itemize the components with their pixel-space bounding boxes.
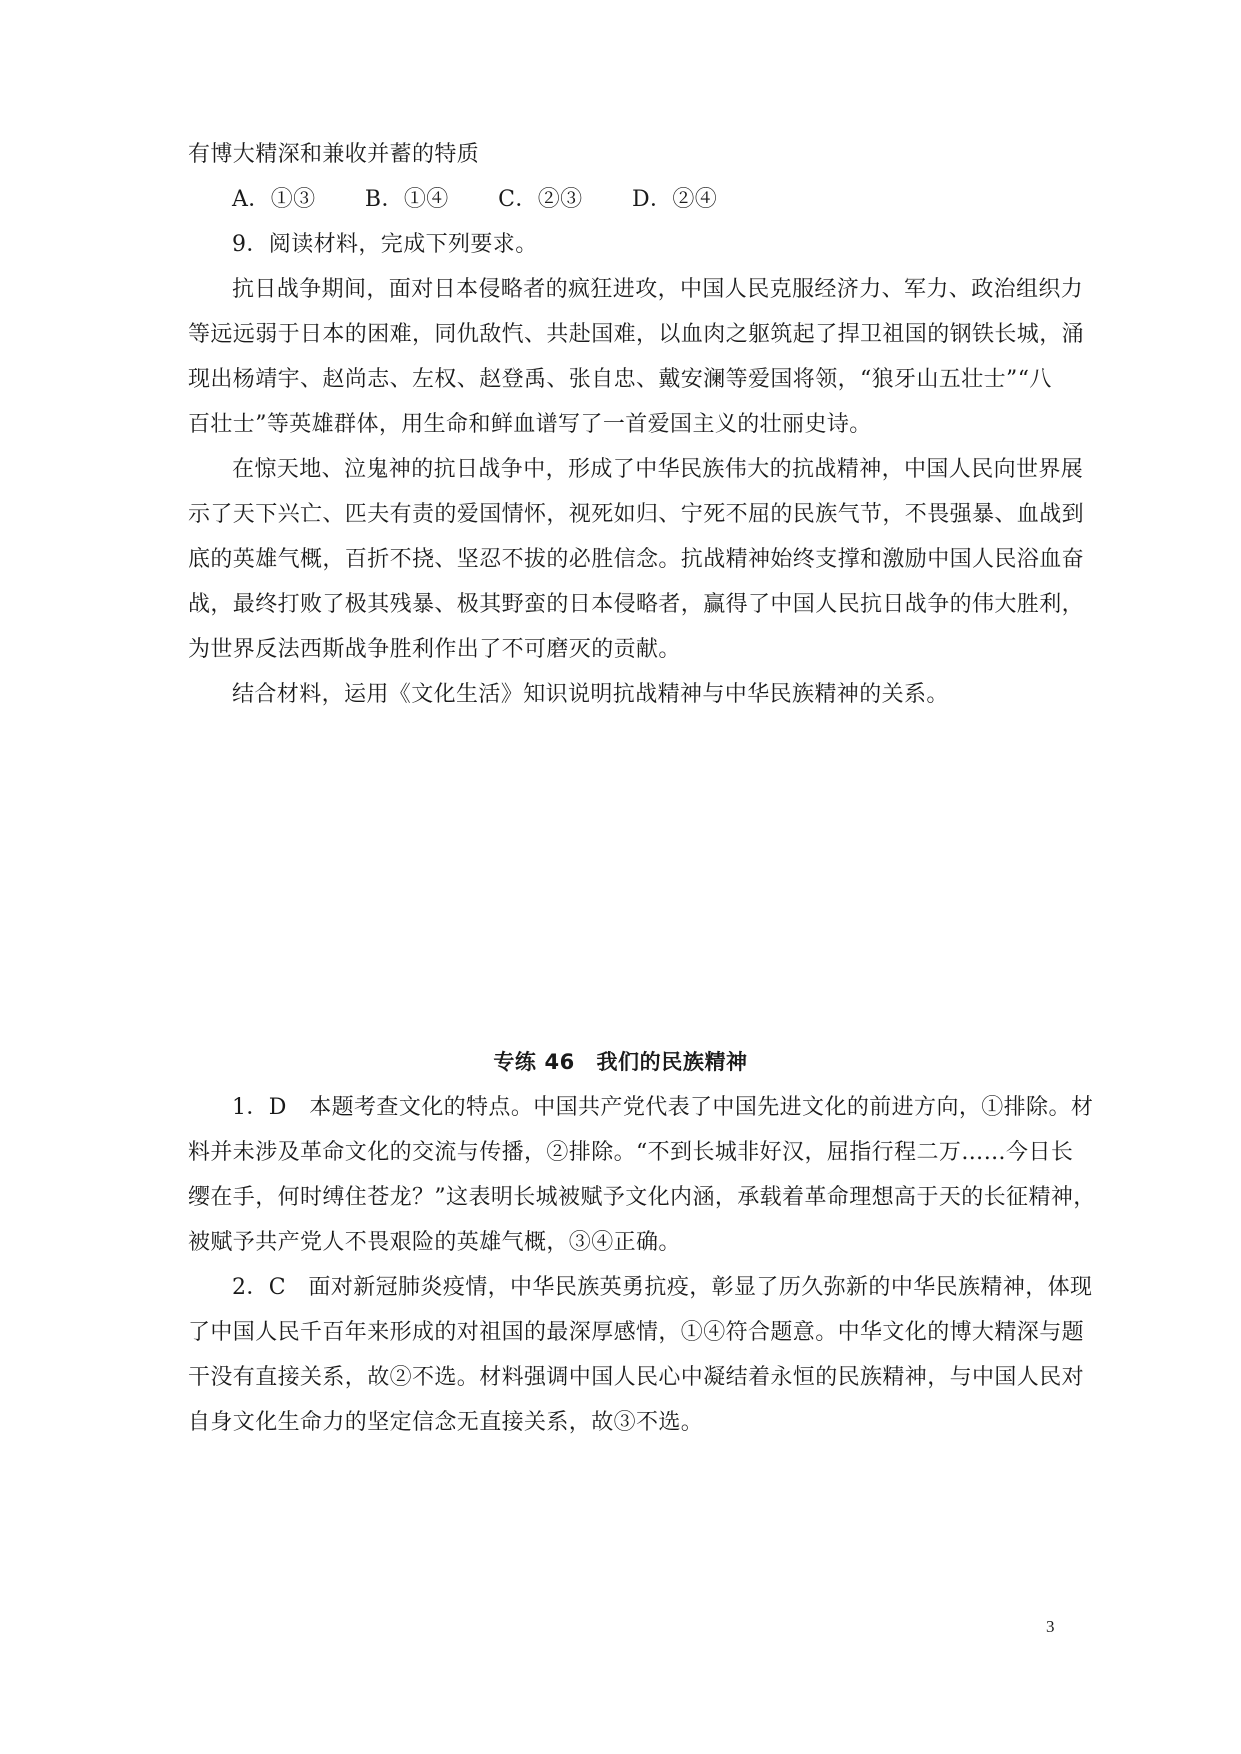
answer2-line1: 2．C 面对新冠肺炎疫情，中华民族英勇抗疫，彰显了历久弥新的中华民族精神，体现 <box>232 1275 1093 1300</box>
option-b: B．①④ <box>364 187 449 212</box>
answers-section-title: 专练 46 我们的民族精神 <box>493 1050 748 1074</box>
answer1-line4: 被赋予共产党人不畏艰险的英雄气概，③④正确。 <box>188 1230 681 1255</box>
answer1-line1: 1．D 本题考查文化的特点。中国共产党代表了中国先进文化的前进方向，①排除。材 <box>232 1095 1094 1120</box>
option-d: D．②④ <box>631 187 718 212</box>
answer2-line3: 干没有直接关系，故②不选。材料强调中国人民心中凝结着永恒的民族精神，与中国人民对 <box>188 1365 1085 1390</box>
option-a: A．①③ <box>232 187 316 212</box>
answer1-line3: 缨在手，何时缚住苍龙？”这表明长城被赋予文化内涵，承载着革命理想高于天的长征精神， <box>188 1185 1096 1210</box>
material-paragraph2-line5: 为世界反法西斯战争胜利作出了不可磨灭的贡献。 <box>188 637 681 662</box>
option-c: C．②③ <box>498 187 583 212</box>
material-paragraph1-line1: 抗日战争期间，面对日本侵略者的疯狂进攻，中国人民克服经济力、军力、政治组织力 <box>232 277 1084 302</box>
material-paragraph2-line1: 在惊天地、泣鬼神的抗日战争中，形成了中华民族伟大的抗战精神，中国人民向世界展 <box>232 457 1084 482</box>
page-number: 3 <box>1046 1617 1055 1636</box>
material-paragraph1-line2: 等远远弱于日本的困难，同仇敌忾、共赴国难，以血肉之躯筑起了捍卫祖国的钢铁长城，涌 <box>188 322 1085 347</box>
material-paragraph2-line3: 底的英雄气概，百折不挠、坚忍不拔的必胜信念。抗战精神始终支撑和激励中国人民浴血奋 <box>188 547 1085 572</box>
material-paragraph1-line4: 百壮士”等英雄群体，用生命和鲜血谱写了一首爱国主义的壮丽史诗。 <box>188 412 872 437</box>
answer1-line2: 料并未涉及革命文化的交流与传播，②排除。“不到长城非好汉，屈指行程二万……今日长 <box>188 1140 1074 1165</box>
material-paragraph2-line4: 战，最终打败了极其残暴、极其野蛮的日本侵略者，赢得了中国人民抗日战争的伟大胜利， <box>188 592 1085 617</box>
question8-continuation: 有博大精深和兼收并蓄的特质 <box>188 142 480 167</box>
material-paragraph2-line2: 示了天下兴亡、匹夫有责的爱国情怀，视死如归、宁死不屈的民族气节，不畏强暴、血战到 <box>188 502 1085 527</box>
question8-options <box>232 185 1112 215</box>
answer2-line2: 了中国人民千百年来形成的对祖国的最深厚感情，①④符合题意。中华文化的博大精深与题 <box>188 1320 1085 1345</box>
material-paragraph1-line3: 现出杨靖宇、赵尚志、左权、赵登禹、张自忠、戴安澜等爱国将领，“狼牙山五壮士”“八 <box>188 367 1052 392</box>
question9-prompt: 9．阅读材料，完成下列要求。 <box>232 232 538 257</box>
answer2-line4: 自身文化生命力的坚定信念无直接关系，故③不选。 <box>188 1410 704 1435</box>
question9-task: 结合材料，运用《文化生活》知识说明抗战精神与中华民族精神的关系。 <box>232 682 949 707</box>
